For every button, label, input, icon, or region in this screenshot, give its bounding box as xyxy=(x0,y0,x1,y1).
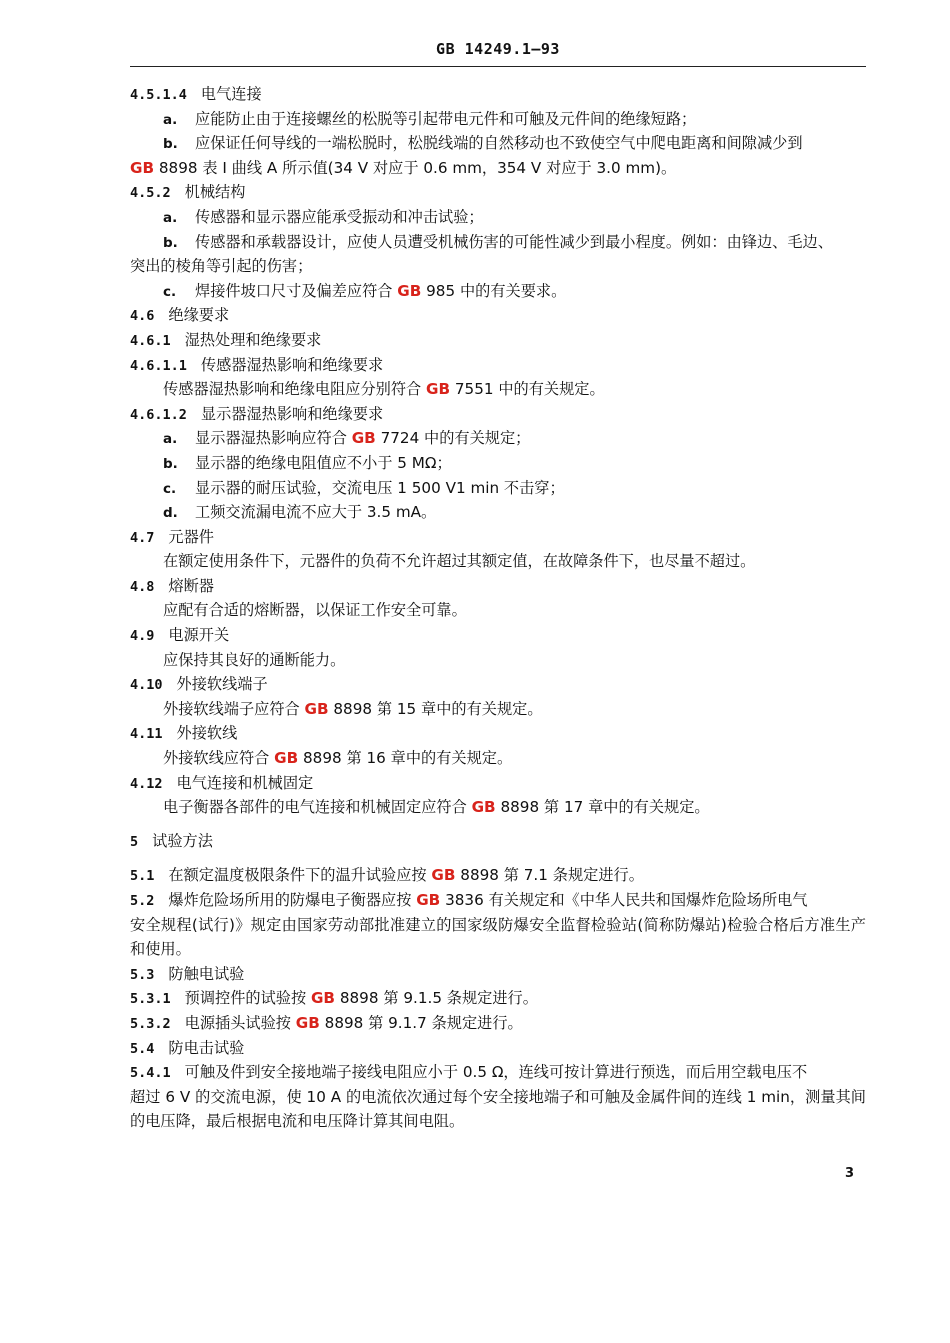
item-label: c. xyxy=(163,480,177,497)
item-label: b. xyxy=(163,455,178,472)
clause-text-tail: 8898 第 7.1 条规定进行。 xyxy=(455,866,644,885)
standard-ref: GB xyxy=(397,281,422,300)
text-line xyxy=(130,303,866,328)
clause-number: 4.6 xyxy=(130,308,155,325)
clause-number: 4.10 xyxy=(130,677,163,694)
clause-text: 电子衡器各部件的电气连接和机械固定应符合 xyxy=(163,798,472,817)
clause-number: 4.12 xyxy=(130,775,163,792)
clause-number: 4.11 xyxy=(130,726,163,743)
clause-text: 机械结构 xyxy=(184,183,246,202)
clause-number: 5.2 xyxy=(130,893,155,909)
text-line xyxy=(130,426,866,451)
text-line xyxy=(130,500,866,525)
clause-text: 防触电试验 xyxy=(168,964,245,983)
clause-text: 应保证任何导线的一端松脱时，松脱线端的自然移动也不致使空气中爬电距离和间隙减少到 xyxy=(195,134,803,153)
text-line xyxy=(130,476,866,501)
clause-number: 5.3 xyxy=(130,966,155,983)
text-line xyxy=(130,962,866,987)
text-line xyxy=(130,402,866,427)
clause-text: 预调控件的试验按 xyxy=(184,989,311,1008)
standard-ref: GB xyxy=(431,866,456,885)
clause-text: 显示器湿热影响和绝缘要求 xyxy=(200,404,384,423)
clause-text-tail: 8898 第 17 章中的有关规定。 xyxy=(495,798,710,817)
clause-number: 4.9 xyxy=(130,628,155,645)
item-label: d. xyxy=(163,505,178,522)
clause-text-tail: 985 中的有关要求。 xyxy=(421,281,567,300)
clause-text: 显示器的绝缘电阻值应不小于 5 MΩ； xyxy=(195,453,452,472)
text-line xyxy=(130,328,866,353)
text-wrap xyxy=(130,913,866,962)
section-gap xyxy=(130,853,866,863)
text-line xyxy=(130,672,866,697)
text-line xyxy=(130,230,866,255)
clause-text: 在额定使用条件下，元器件的负荷不允许超过其额定值，在故障条件下，也尽量不超过。 xyxy=(163,552,756,571)
text-line xyxy=(130,1060,866,1085)
clause-text-tail: 7724 中的有关规定； xyxy=(375,429,531,448)
text-line xyxy=(130,795,866,820)
text-line xyxy=(130,721,866,746)
standard-ref: GB xyxy=(304,699,329,718)
text-line xyxy=(130,107,866,132)
clause-text-tail: 8898 第 9.1.5 条规定进行。 xyxy=(335,989,538,1008)
text-line xyxy=(130,279,866,304)
text-line xyxy=(130,377,866,402)
clause-number: 5.4 xyxy=(130,1040,155,1057)
clause-text: 爆炸危险场所用的防爆电子衡器应按 xyxy=(168,891,417,909)
clause-number: 4.5.2 xyxy=(130,185,171,202)
clause-text: 可触及件到安全接地端子接线电阻应小于 0.5 Ω，连线可按计算进行预选，而后用空载电压不 xyxy=(184,1063,808,1082)
page-number: 3 xyxy=(844,1166,854,1181)
clause-text: 突出的棱角等引起的伤害； xyxy=(130,257,313,276)
clause-text: 工频交流漏电流不应大于 3.5 mA。 xyxy=(195,503,437,522)
standard-ref: GB xyxy=(295,1013,320,1032)
text-line xyxy=(130,623,866,648)
clause-text: 应保持其良好的通断能力。 xyxy=(163,650,346,669)
clause-text: 焊接件坡口尺寸及偏差应符合 xyxy=(195,281,398,300)
clause-text: 在额定温度极限条件下的温升试验应按 xyxy=(168,866,432,885)
header-rule xyxy=(130,66,866,67)
item-label: a. xyxy=(163,111,178,128)
text-line xyxy=(130,648,866,673)
standard-ref: GB xyxy=(274,749,299,768)
section-heading xyxy=(130,829,866,854)
clause-number: 4.7 xyxy=(130,529,155,546)
text-line xyxy=(130,451,866,476)
clause-text: 显示器的耐压试验，交流电压 1 500 V1 min 不击穿； xyxy=(195,478,565,497)
text-line xyxy=(130,863,866,888)
text-line xyxy=(130,746,866,771)
text-line xyxy=(130,353,866,378)
text-line xyxy=(130,156,866,181)
clause-text: 湿热处理和绝缘要求 xyxy=(184,330,322,349)
standard-ref: GB xyxy=(471,798,496,817)
document-header: GB 14249.1—93 xyxy=(436,40,560,58)
clause-number: 5.4.1 xyxy=(130,1065,171,1082)
text-line xyxy=(130,986,866,1011)
item-label: c. xyxy=(163,283,177,300)
clause-text: 传感器和显示器应能承受振动和冲击试验； xyxy=(195,207,484,226)
clause-number: 4.6.1.1 xyxy=(130,357,187,374)
item-label: b. xyxy=(163,234,178,251)
document-body xyxy=(130,82,866,1134)
standard-ref: GB xyxy=(416,891,441,909)
text-line xyxy=(130,574,866,599)
text-line xyxy=(130,697,866,722)
clause-number: 5.3.2 xyxy=(130,1015,171,1032)
clause-text-tail: 8898 第 15 章中的有关规定。 xyxy=(328,699,543,718)
clause-text: 外接软线 xyxy=(176,724,238,743)
clause-text: 传感器湿热影响和绝缘要求 xyxy=(200,355,384,374)
standard-ref: GB xyxy=(426,380,451,399)
standard-ref: GB xyxy=(130,158,155,177)
clause-number: 5.3.1 xyxy=(130,991,171,1008)
clause-text-tail: 3836 有关规定和《中华人民共和国爆炸危险场所电气 xyxy=(440,891,808,909)
clause-text-tail: 8898 第 9.1.7 条规定进行。 xyxy=(319,1013,523,1032)
clause-text: 电源插头试验按 xyxy=(184,1013,296,1032)
item-label: b. xyxy=(163,136,178,153)
clause-number: 4.5.1.4 xyxy=(130,87,187,103)
section-number: 5 xyxy=(130,833,139,850)
text-line xyxy=(130,82,866,107)
standard-ref: GB xyxy=(310,989,336,1008)
text-wrap xyxy=(130,1085,866,1134)
clause-text: 电源开关 xyxy=(168,626,230,645)
clause-text-tail: 7551 中的有关规定。 xyxy=(450,380,605,399)
item-label: a. xyxy=(163,431,178,448)
clause-number: 4.6.1 xyxy=(130,332,171,349)
clause-text: 传感器湿热影响和绝缘电阻应分别符合 xyxy=(163,380,427,399)
clause-text: 熔断器 xyxy=(168,576,214,595)
clause-text: 传感器和承载器设计，应使人员遭受机械伤害的可能性减少到最小程度。例如：由锋边、毛边、 xyxy=(195,232,833,251)
clause-text: 应配有合适的熔断器，以保证工作安全可靠。 xyxy=(163,601,467,620)
clause-number: 5.1 xyxy=(130,868,155,885)
text-line xyxy=(130,180,866,205)
clause-text: 8898 表 Ⅰ 曲线 A 所示值(34 V 对应于 0.6 mm，354 V 对应于 3.0 mm)。 xyxy=(154,158,677,177)
section-title: 试验方法 xyxy=(152,831,213,850)
text-line xyxy=(130,771,866,796)
item-label: a. xyxy=(163,209,178,226)
clause-text: 绝缘要求 xyxy=(168,306,230,325)
clause-text: 外接软线端子 xyxy=(176,675,268,694)
clause-text: 外接软线端子应符合 xyxy=(163,699,305,718)
clause-text-continued: 安全规程(试行)》规定由国家劳动部批准建立的国家级防爆安全监督检验站(简称防爆站)检验合格后方准生产和使用。 xyxy=(130,915,866,959)
text-line xyxy=(130,598,866,623)
text-line xyxy=(130,525,866,550)
text-line xyxy=(130,131,866,156)
clause-text: 显示器湿热影响应符合 xyxy=(195,429,352,448)
clause-text-tail: 8898 第 16 章中的有关规定。 xyxy=(298,749,513,768)
text-line xyxy=(130,254,866,279)
text-line xyxy=(130,205,866,230)
clause-text: 元器件 xyxy=(168,527,214,546)
clause-text: 防电击试验 xyxy=(168,1038,245,1057)
clause-text-continued: 超过 6 V 的交流电源，使 10 A 的电流依次通过每个安全接地端子和可触及金属件间的连线 1 min，测量其间的电压降，最后根据电流和电压降计算其间电阻。 xyxy=(130,1087,866,1131)
clause-text: 电气连接和机械固定 xyxy=(176,773,314,792)
clause-text: 应能防止由于连接螺丝的松脱等引起带电元件和可触及元件间的绝缘短路； xyxy=(195,109,697,128)
clause-number: 4.6.1.2 xyxy=(130,406,187,423)
clause-text: 电气连接 xyxy=(200,85,262,103)
clause-text: 外接软线应符合 xyxy=(163,749,275,768)
clause-number: 4.8 xyxy=(130,578,155,595)
standard-ref: GB xyxy=(351,429,376,448)
text-line xyxy=(130,1011,866,1036)
text-line xyxy=(130,888,866,913)
text-line xyxy=(130,1036,866,1061)
text-line xyxy=(130,549,866,574)
